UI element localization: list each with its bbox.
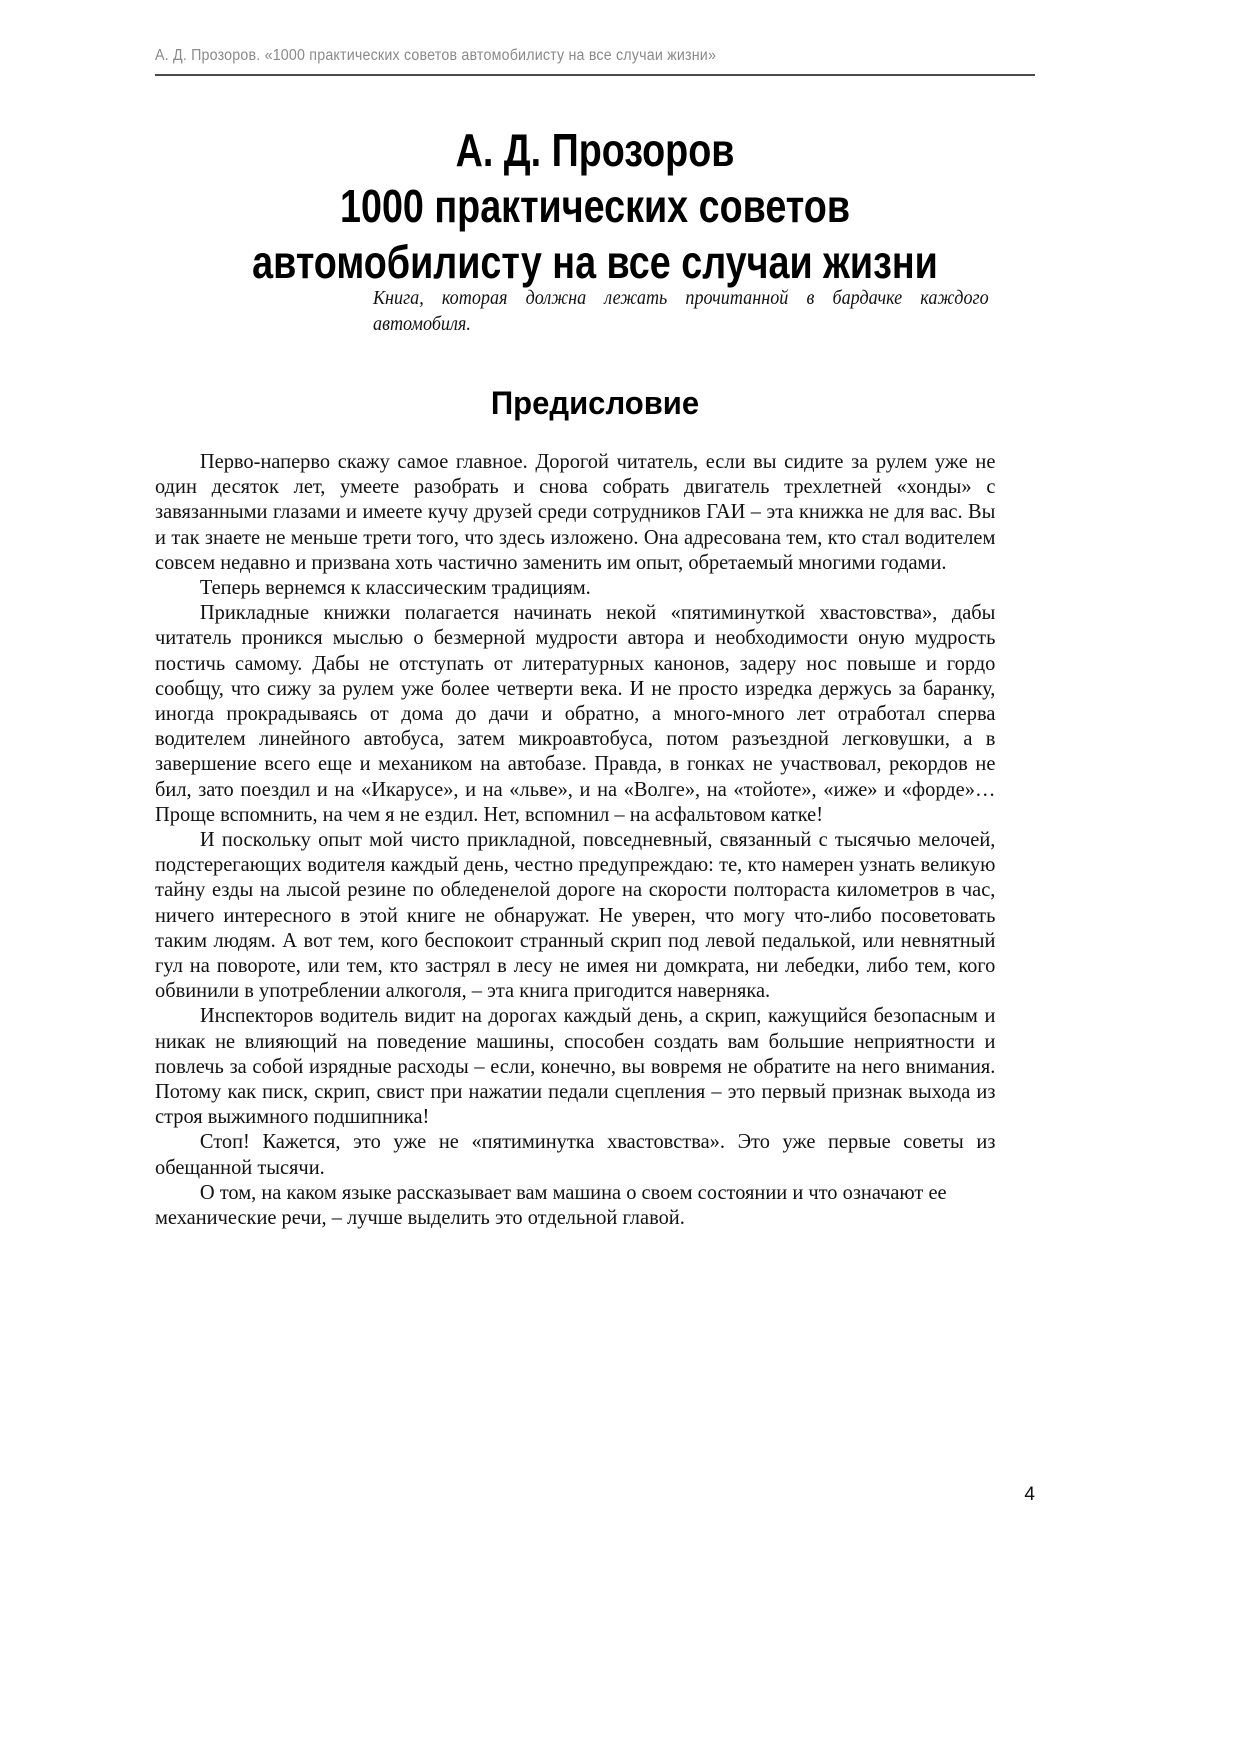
paragraph: Теперь вернемся к классическим традициям. [199,575,591,600]
paragraph: Перво-наперво скажу самое главное. Дорогой читатель, если вы сидите за рулем уже не один десяток лет, умеете разобрать и снова собрать двигатель трехлетней «хонды» с завязанными глазами и имеете кучу друзей среди сотрудников ГАИ – эта книжка не для вас. Вы и так знаете не меньше трети того, что здесь изложено. Она адресована тем, кто стал водителем совсем недавно и призвана хоть частично заменить им опыт, обретаемый многими годами. [155,449,996,574]
title-block [155,122,1035,290]
epigraph: Книга, которая должна лежать прочитанной в бардачке каждого автомобиля. [373,288,989,335]
title-line-1: 1000 практических советов [339,180,851,233]
paragraph: И поскольку опыт мой чисто прикладной, повседневный, связанный с тысячью мелочей, подстерегающих водителя каждый день, честно предупреждаю: те, кто намерен узнать великую тайну езды на лысой резине по обледенелой дороге на скорости полтораста километров в час, ничего интересного в этой книге не обнаружат. Не уверен, что могу что-либо посоветовать таким людям. А вот тем, кого беспокоит странный скрип под левой педалькой, или невнятный гул на повороте, или тем, кто застрял в лесу не имея ни домкрата, ни лебедки, либо тем, кого обвинили в употреблении алкоголя, – эта книга пригодится наверняка. [155,827,996,1003]
header-rule [155,74,1035,76]
paragraph: Прикладные книжки полагается начинать некой «пятиминуткой хвастовства», дабы читатель проникся мыслью о безмерной мудрости автора и необходимости оную мудрость постичь самому. Дабы не отступать от литературных канонов, задеру нос повыше и гордо сообщу, что сижу за рулем уже более четверти века. И не просто изредка держусь за баранку, иногда прокрадываясь от дома до дачи и обратно, а много-много лет отработал сперва водителем линейного автобуса, затем микроавтобуса, потом разъездной легковушки, а в завершение всего еще и механиком на автобазе. Правда, в гонках не участвовал, рекордов не бил, зато поездил и на «Икарусе», и на «льве», и на «Волге», на «тойоте», «иже» и «форде»… Проще вспомнить, на чем я не ездил. Нет, вспомнил – на асфальтовом катке! [155,600,996,826]
title-author: А. Д. Прозоров [455,124,735,176]
section-heading: Предисловие [490,385,700,421]
paragraph: Стоп! Кажется, это уже не «пятиминутка хвастовства». Это уже первые советы из обещанной тысячи. [155,1129,996,1179]
paragraph: О том, на каком языке рассказывает вам машина о своем состоянии и что означают ее механические речи, – лучше выделить это отдельной главой. [155,1179,947,1230]
title-line-2: автомобилисту на все случаи жизни [252,236,938,289]
body-text [155,449,1035,1230]
page-number: 4 [1024,1484,1035,1505]
paragraph: Инспекторов водитель видит на дорогах каждый день, а скрип, кажущийся безопасным и никак не влияющий на поведение машины, способен создать вам большие неприятности и повлечь за собой изрядные расходы – если, конечно, вы вовремя не обратите на него внимания. Потому как писк, скрип, свист при нажатии педали сцепления – это первый признак выхода из строя выжимного подшипника! [155,1003,996,1129]
page-content [155,0,1035,1754]
running-head: А. Д. Прозоров. «1000 практических советов автомобилисту на все случаи жизни» [155,47,717,64]
